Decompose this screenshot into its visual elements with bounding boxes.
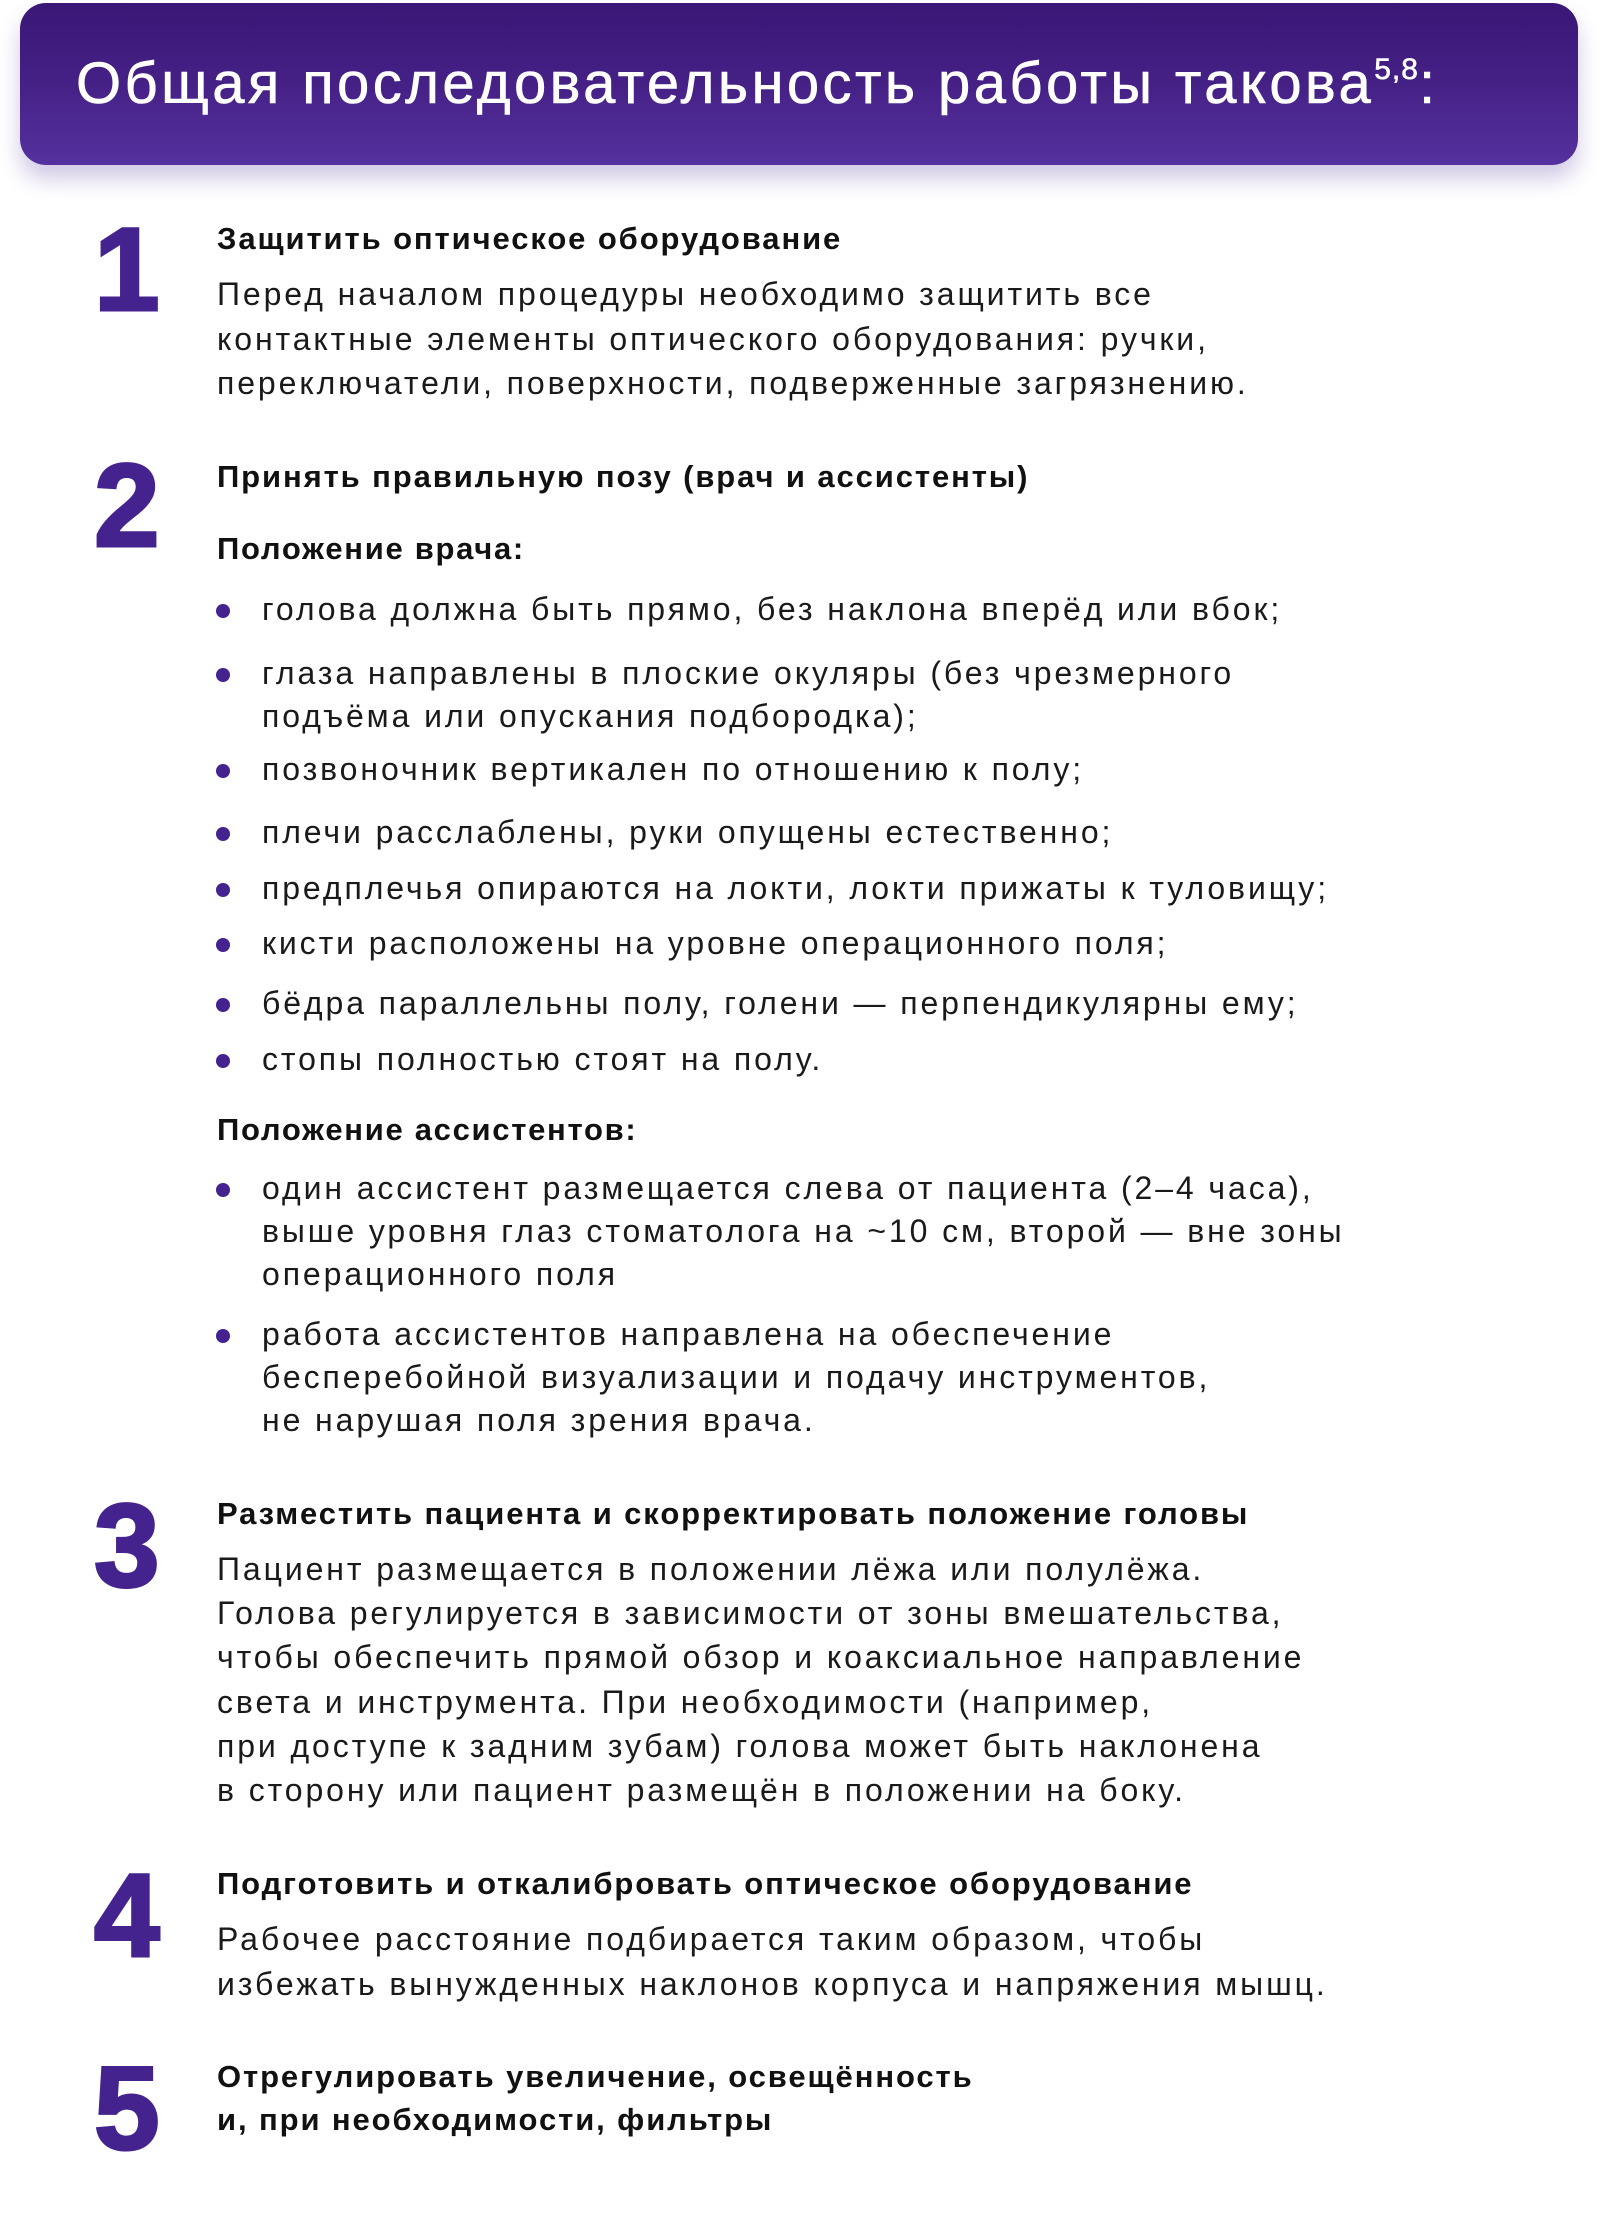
list-item-text: плечи расслаблены, руки опущены естественно; [262,814,1114,850]
step-heading-line: Разместить пациента и скорректировать положение головы [217,1496,1250,1531]
bullet-icon [216,1054,230,1068]
group-title-assistants: Положение ассистентов: [217,1112,638,1147]
footnote-reference: 5,8 [1374,53,1419,86]
bullet-icon [216,998,230,1012]
step-heading [217,1862,1193,1906]
step-heading [217,2055,974,2141]
list-item-text: глаза направлены в плоские окуляры (без чрезмерного [262,655,1235,691]
description-line: Голова регулируется в зависимости от зоны вмешательства, [217,1595,1284,1632]
step-heading-line: Защитить оптическое оборудование [217,221,843,256]
description-line: при доступе к задним зубам) голова может быть наклонена [217,1727,1263,1764]
step-description [217,1547,1304,1812]
list-item-text: стопы полностью стоят на полу. [262,1041,824,1077]
list-item-text: работа ассистентов направлена на обеспечение [262,1316,1115,1352]
step-number: 4 [94,1850,160,1982]
list-item-text: предплечья опираются на локти, локти прижаты к туловищу; [262,870,1329,906]
step-heading-line: Подготовить и откалибровать оптическое оборудование [217,1866,1194,1901]
bullet-icon [216,827,230,841]
bullet-icon [216,938,230,952]
step-heading-line: Принять правильную позу (врач и ассистенты) [217,459,1030,494]
page-title-text: Общая последовательность работы такова [76,51,1375,116]
description-line: Рабочее расстояние подбирается таким образом, чтобы [217,1921,1206,1957]
step-heading [217,217,842,261]
list-item-text: позвоночник вертикален по отношению к полу; [262,751,1085,787]
bullet-icon [216,764,230,778]
list-item-text: один ассистент размещается слева от пациента (2–4 часа), [262,1170,1314,1206]
step-number: 2 [94,440,160,572]
bullet-icon [216,1183,230,1197]
list-item-text: подъёма или опускания подбородка); [262,698,919,734]
description-line: в сторону или пациент размещён в положении на боку. [217,1772,1186,1809]
step-description [217,1917,1328,2006]
step-number: 3 [94,1480,160,1612]
description-line: света и инструмента. При необходимости (например, [217,1683,1154,1720]
description-line: Перед началом процедуры необходимо защитить все [217,276,1154,312]
list-item-text: голова должна быть прямо, без наклона вперёд или вбок; [262,591,1283,627]
header-banner [20,3,1578,165]
bullet-icon [216,883,230,897]
bullet-icon [216,604,230,618]
description-line: Пациент размещается в положении лёжа или полулёжа. [217,1551,1205,1587]
step-heading [217,1492,1249,1536]
description-line: переключатели, поверхности, подверженные загрязнению. [217,365,1249,401]
group-title-doctor: Положение врача: [217,531,525,566]
description-line: контактные элементы оптического оборудования: ручки, [217,320,1209,357]
step-number: 1 [94,204,160,336]
bullet-icon [216,1329,230,1343]
description-line: чтобы обеспечить прямой обзор и коаксиальное направление [217,1639,1305,1676]
list-item-text: операционного поля [262,1256,618,1292]
step-heading-line: Отрегулировать увеличение, освещённость [217,2059,974,2094]
list-item-text: не нарушая поля зрения врача. [262,1402,816,1438]
step-heading-line: и, при необходимости, фильтры [217,2102,774,2137]
description-line: избежать вынужденных наклонов корпуса и напряжения мышц. [217,1965,1328,2002]
step-heading [217,455,1029,499]
step-description [217,272,1249,406]
list-item-text: кисти расположены на уровне операционного поля; [262,925,1169,961]
page-title [76,49,1438,129]
page-title-colon: : [1418,51,1439,116]
bullet-icon [216,668,230,682]
list-item-text: выше уровня глаз стоматолога на ~10 см, второй — вне зоны [262,1213,1345,1249]
step-number: 5 [94,2043,160,2175]
list-item-text: бесперебойной визуализации и подачу инструментов, [262,1359,1211,1395]
list-item-text: бёдра параллельны полу, голени — перпендикулярны ему; [262,985,1299,1021]
